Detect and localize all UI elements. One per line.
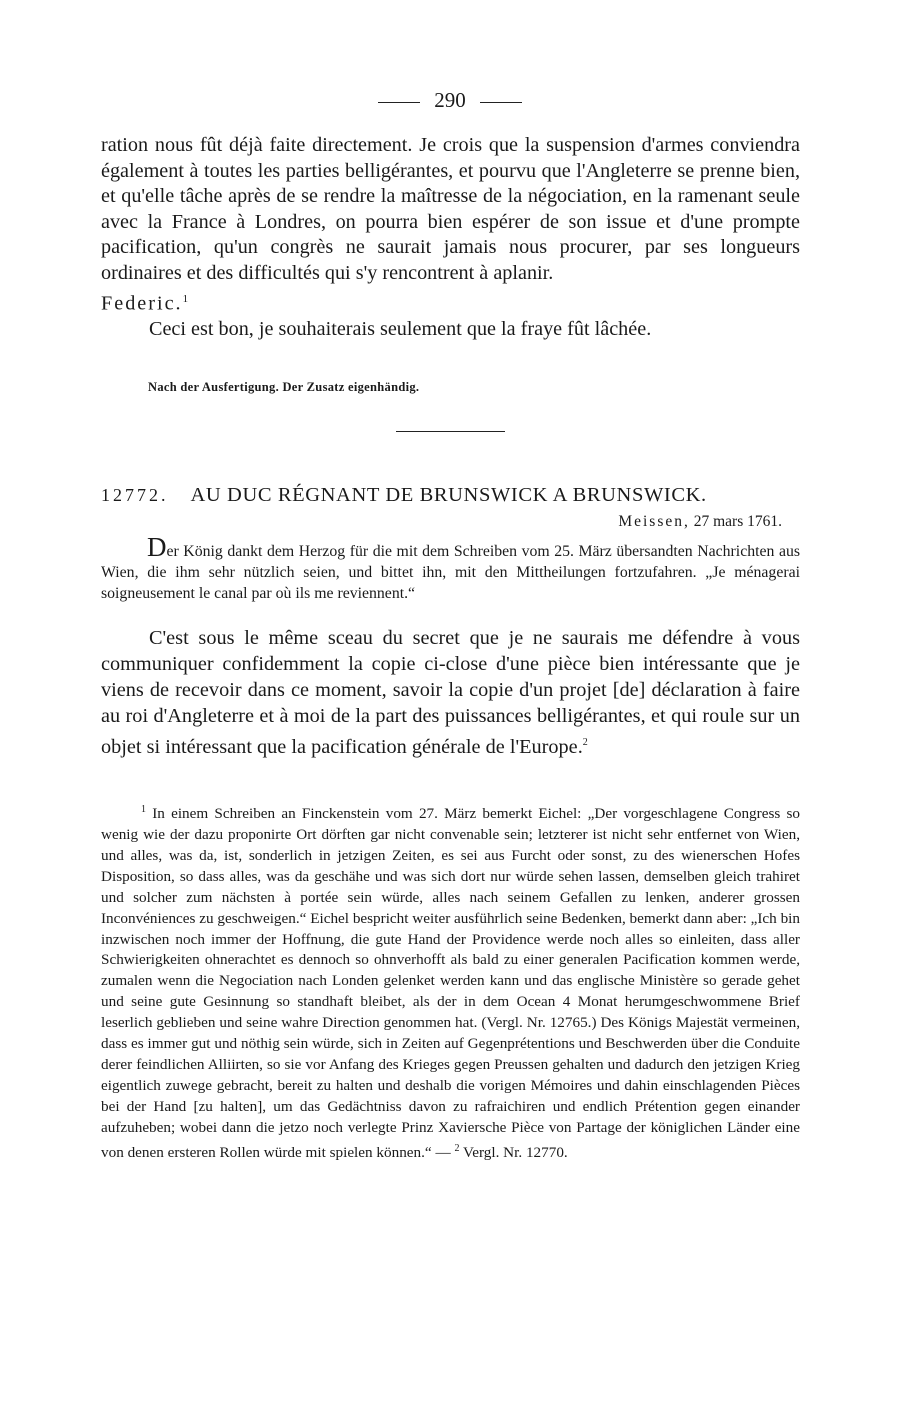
header-dash-right (480, 102, 522, 103)
signature-line (101, 287, 800, 317)
page-header (0, 86, 900, 114)
body-text: C'est sous le même sceau du secret que je ne saurais me défendre à vous communiquer confidemment la copie ci-close d'une pièce bien intéressante que je viens de recevoir dans ce moment, savoir la copie d'un projet [de] déclaration à faire au roi d'Angleterre et à moi de la part des puissances belligérantes, et qui roule sur un objet si intéressant que la pacification générale de l'Europe. (101, 627, 800, 758)
date-place: Meissen, (618, 513, 690, 530)
letter-paragraph: ration nous fût déjà faite directement. Je crois que la suspension d'armes conviendra également à toutes les parties belligérantes, et pourvu que l'Angleterre se prenne bien, et qu'elle tâche après de se rendre la maîtresse de la négociation, en la ramenant seule avec la France à Londres, on pourra bien espérer de son issue et d'une prompte pacification, qu'un congrès ne saurait jamais nous procurer, par ses longueurs ordinaires et des difficultés qui s'y rencontrent à aplanir. (101, 134, 800, 284)
section-divider (396, 431, 505, 432)
summary-text: er König dankt dem Herzog für die mit dem Schreiben vom 25. März übersandten Nachrichten aus Wien, die ihm sehr nützlich seien, und bittet ihn, mit den Mittheilungen fortzufahren. „Je ménagerai soigneusement le canal par où ils me reviennent.“ (101, 543, 800, 602)
document-number: 12772. (101, 485, 169, 505)
signature-footnote-marker: 1 (182, 292, 189, 305)
document-title: AU DUC RÉGNANT DE BRUNSWICK A BRUNSWICK. (190, 484, 707, 506)
body-footnote-marker: 2 (582, 736, 588, 748)
postscript: Ceci est bon, je souhaiterais seulement que la fraye fût lâchée. (149, 317, 652, 340)
footnotes (101, 800, 800, 1164)
footnote (101, 800, 800, 1164)
document-summary (101, 532, 800, 604)
dateline (618, 512, 782, 532)
body-paragraph (101, 626, 800, 760)
footnote-2-marker: 2 (454, 1142, 460, 1154)
page-number: 290 (434, 88, 466, 112)
document-body (101, 626, 800, 760)
footnote-2-text: Vergl. Nr. 12770. (462, 1143, 568, 1161)
footnote-1-marker: 1 (141, 804, 146, 815)
signature: Federic. (101, 292, 183, 315)
summary-dropcap: D (147, 532, 167, 562)
document-heading (101, 482, 800, 508)
header-dash-left (378, 102, 420, 103)
footnote-1-text: In einem Schreiben an Finckenstein vom 27. März bemerkt Eichel: „Der vorgeschlagene Congress so wenig wie der dazu proponirte Ort dörften gar nicht convenable sein; letzterer ist nicht sehr entfernet von Wien, und alles, was da, ist, sonderlich in jetzigen Zeiten, es sei aus Furcht oder sonst, zu des wienerschen Hofes Disposition, so dass alles, was da geschähe und was sich dort nur würde sehen lassen, demselben gleich trahiret und solcher zum nächsten à portée sein würde, alles nach seinem Gefallen zu lenken, anderer grossen Inconvéniences zu geschweigen.“ Eichel bespricht weiter ausführlich seine Bedenken, bemerkt dann aber: „Ich bin inzwischen noch immer der Hoffnung, die gute Hand der Providence werde noch alles so einleiten, dass aller Schwierigkeiten ohnerachtet es dennoch so ohnverhofft als bald zu einer generalen Pacification kommen werde, zumalen wenn die Negociation nach Londen gelenket werden kann und das englische Ministère so gerade gehet und seine gute Gesinnung so standhaft bleibet, als der in dem Ocean 4 Monat herumgeschwommene Brief leserlich geblieben und seine wahre Direction genommen hat. (Vergl. Nr. 12765.) Des Königs Majestät vermeinen, dass es immer gut und nöthig sein würde, sich in Zeiten auf Gegenprétentions und Beschwerden über die Conduite derer feindlichen Alliirten, so sie vor Anfang des Krieges gegen Preussen gehalten und dadurch den jetzigen Krieg eigentlich zuwege gebracht, bereit zu halten und deshalb die vorigen Mémoires und dahin einschlagenden Pièces bei der Hand [zu halten], um das Gedächtniss davon zu rafraichiren und endlich Prétention gegen einander aufzuheben; wobei dann die jetzo noch verlegte Prinz Xaviersche Pièce von Partage der königlichen Länder eine von denen ersteren Rollen würde mit spielen können.“ — (101, 805, 800, 1161)
source-note: Nach der Ausfertigung. Der Zusatz eigenhändig. (148, 380, 420, 394)
date-value: 27 mars 1761. (693, 513, 782, 530)
letter-end (101, 133, 800, 342)
